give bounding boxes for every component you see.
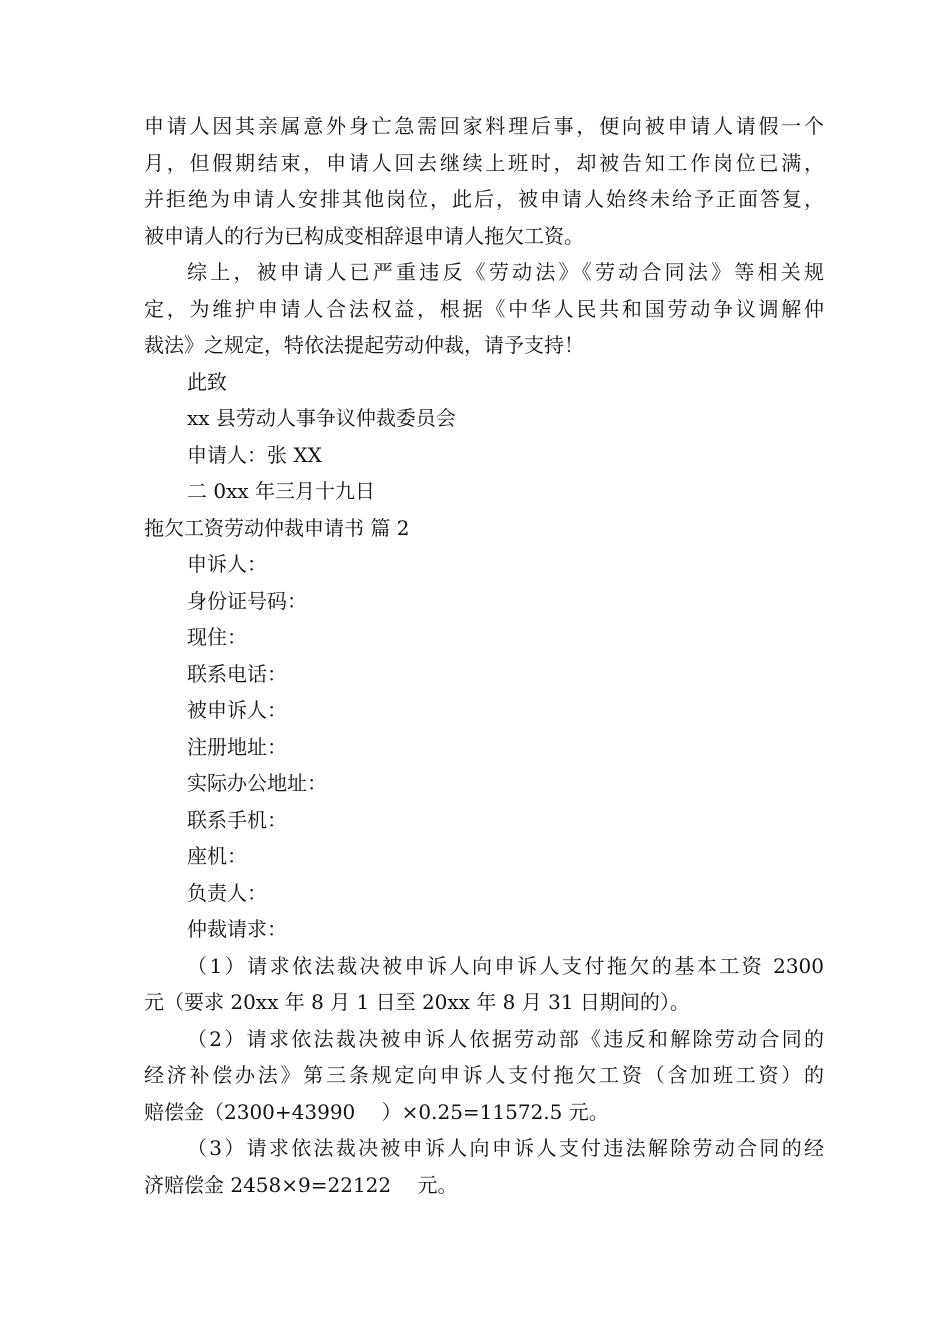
field-responsible-person: 负责人： (187, 880, 267, 905)
field-arbitration-requests: 仲裁请求： (187, 917, 287, 941)
field-id-number: 身份证号码： (187, 588, 307, 613)
text-line: 定，为维护申请人合法权益，根据《中华人民共和国劳动争议调解仲 (144, 296, 824, 321)
paragraph-intro (144, 108, 824, 254)
text-line: 元（要求 20xx 年 8 月 1 日至 20xx 年 8 月 31 日期间的）。 (144, 990, 690, 1014)
text-line: 并拒绝为申请人安排其他岗位，此后，被申请人始终未给予正面答复， (144, 187, 824, 211)
request-item-2 (144, 1021, 824, 1131)
field-current-address: 现住： (187, 625, 247, 649)
text-line: 综上，被申请人已严重违反《劳动法》《劳动合同法》等相关规 (187, 260, 824, 284)
document-page (144, 108, 824, 1203)
field-mobile: 联系手机： (187, 807, 287, 832)
field-respondent: 被申诉人： (187, 698, 287, 722)
request-item-1 (144, 948, 824, 1021)
field-phone: 联系电话： (187, 661, 287, 686)
closing-date: 二 0xx 年三月十九日 (187, 479, 375, 503)
text-line: （2）请求依法裁决被申诉人依据劳动部《违反和解除劳动合同的 (187, 1026, 824, 1051)
text-line: 赔偿金（2300+43990 ）×0.25=11572.5 元。 (144, 1099, 609, 1124)
paragraph-conclusion (144, 254, 824, 364)
text-line: 裁法》之规定，特依法提起劳动仲裁，请予支持！ (144, 333, 584, 357)
section-title: 拖欠工资劳动仲裁申请书 篇 2 (144, 515, 410, 540)
field-complainant: 申诉人： (187, 552, 267, 576)
text-line: 月，但假期结束，申请人回去继续上班时，却被告知工作岗位已满， (144, 150, 824, 175)
request-item-3 (144, 1130, 824, 1203)
field-office-address: 实际办公地址： (187, 771, 327, 795)
field-registered-address: 注册地址： (187, 734, 287, 759)
text-line: 经济补偿办法》第三条规定向申诉人支付拖欠工资（含加班工资）的 (144, 1063, 824, 1087)
text-line: （3）请求依法裁决被申诉人向申诉人支付违法解除劳动合同的经 (187, 1136, 824, 1160)
closing-salutation: 此致 (187, 369, 227, 394)
field-landline: 座机： (187, 844, 247, 868)
closing-recipient: xx 县劳动人事争议仲裁委员会 (187, 406, 456, 430)
text-line: 被申请人的行为已构成变相辞退申请人拖欠工资。 (144, 223, 584, 248)
text-line: （1）请求依法裁决被申诉人向申诉人支付拖欠的基本工资 2300 (187, 953, 824, 978)
closing-applicant: 申请人：张 XX (187, 442, 322, 467)
text-line: 申请人因其亲属意外身亡急需回家料理后事，便向被申请人请假一个 (144, 114, 824, 138)
text-line: 济赔偿金 2458×9=22122 元。 (144, 1172, 458, 1197)
